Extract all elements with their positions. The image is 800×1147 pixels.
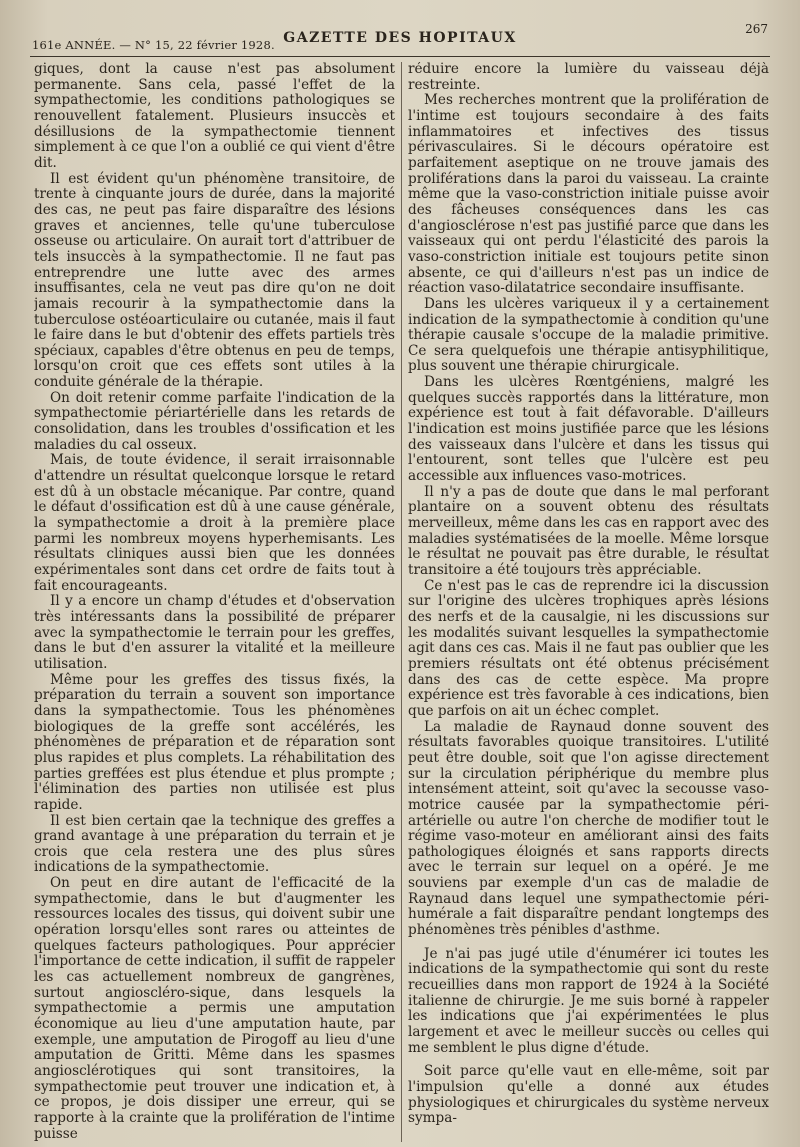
paragraph: Même pour les greffes des tissus fixés, la préparation du terrain a souvent son importance dans la sympathectomie. Tous les phénomènes biologiques de la greffe sont accélérés, les phénomènes de préparation et de réparation sont plus rapides et plus complets. La réhabilitation des parties greffées est plus étendue et plus prompte ; l'élimination des parties non utilisée est plus rapide.	[34, 671, 395, 813]
paragraph: Il n'y a pas de doute que dans le mal perforant plantaire on a souvent obtenu des résultats merveilleux, même dans les cas en rapport avec des maladies systématisées de la moelle. Même lorsque le résultat ne pouvait pas être durable, le résultat transitoire a été toujours très appréciable.	[408, 483, 769, 578]
column-divider	[401, 62, 402, 1142]
paragraph: Il y a encore un champ d'études et d'observation très intéressants dans la possibilité de préparer avec la sympathectomie le terrain pour les greffes, dans le but d'en assurer la vitalité et la meilleure utilisation.	[34, 593, 395, 672]
paragraph: Il est bien certain qae la technique des greffes a grand avantage à une préparation du terrain et je crois que cela restera une des plus sûres indications de la sympathectomie.	[34, 812, 395, 876]
left-column	[34, 62, 395, 1142]
paragraph: giques, dont la cause n'est pas absolument permanente. Sans cela, passé l'effet de la sympathectomie, les conditions pathologiques se renouvellent fatalement. Plusieurs insuccès et désillusions de la sympathectomie tiennent simplement à ce que l'on a oublié ce qui vient d'être dit.	[34, 62, 395, 171]
page-header	[30, 22, 770, 57]
paragraph: On doit retenir comme parfaite l'indication de la sympathectomie périartérielle dans les retards de consolidation, dans les troubles d'ossification et les maladies du cal osseux.	[34, 389, 395, 453]
paragraph: Soit parce qu'elle vaut en elle-même, soit par l'impulsion qu'elle a donné aux études physiologiques et chirurgicales du système nerveux sympa-	[408, 1063, 769, 1127]
paragraph: Mais, de toute évidence, il serait irraisonnable d'attendre un résultat quelconque lorsque le retard est dû à un obstacle mécanique. Par contre, quand le défaut d'ossification est dû à une cause générale, la sympathectomie a droit à la première place parmi les nombreux moyens hyperhemisants. Les résultats cliniques aussi bien que les données expérimentales sont dans cet ordre de faits tout à fait encourageants.	[34, 452, 395, 594]
paragraph: Ce n'est pas le cas de reprendre ici la discussion sur l'origine des ulcères trophiques après lésions des nerfs et de la causalgie, ni les discussions sur les modalités suivant lesquelles la sympathectomie agit dans ces cas. Mais il ne faut pas oublier que les premiers résultats ont été obtenus précisément dans des cas de cette espèce. Ma propre expérience est très favorable à ces indications, bien que parfois on ait un échec complet.	[408, 577, 769, 719]
journal-title: GAZETTE DES HOPITAUX	[283, 30, 517, 46]
paragraph: La maladie de Raynaud donne souvent des résultats favorables quoique transitoires. L'utilité peut être double, soit que l'on agisse directement sur la circulation périphérique du membre plus intensément atteint, soit qu'avec la secousse vaso-motrice causée par la sympathectomie péri-artérielle ou autre l'on cherche de modifier tout le régime vaso-moteur en améliorant ainsi des faits pathologiques éloignés et sans rapports directs avec le terrain sur lequel on a opéré. Je me souviens par exemple d'un cas de maladie de Raynaud dans lequel une sympathectomie péri-humérale a fait disparaître pendant longtemps des phénomènes très pénibles d'asthme.	[408, 718, 769, 939]
paragraph: On peut en dire autant de l'efficacité de la sympathectomie, dans le but d'augmenter les ressources locales des tissus, qui doivent subir une opération lorsqu'elles sont rares ou atteintes de quelques facteurs pathologiques. Pour apprécier l'importance de cette indication, il suffit de rappeler les cas actuellement nombreux de gangrènes, surtout angioscléro-sique, dans lesquels la sympathectomie a permis une amputation économique au lieu d'une amputation haute, par exemple, une amputation de Pirogoff au lieu d'une amputation de Gritti. Même dans les spasmes angiosclérotiques qui sont transitoires, la sympathectomie peut trouver une indication et, à ce propos, je dois dissiper une erreur, qui se rapporte à la crainte que la prolifération de l'intime puisse	[34, 875, 395, 1142]
paragraph: Mes recherches montrent que la prolifération de l'intime est toujours secondaire à des faits inflammatoires et infectives des tissus périvasculaires. Si le décours opératoire est parfaitement aseptique on ne trouve jamais des proliférations dans la paroi du vaisseau. La crainte même que la vaso-constriction initiale puisse avoir des fâcheuses conséquences dans les cas d'angiosclérose n'est pas justifié parce que dans les vaisseaux qui ont perdu l'élasticité des parois la vaso-constriction initiale est toujours petite sinon absente, ce qui d'ailleurs n'est pas un indice de réaction vaso-dilatatrice secondaire insuffisante.	[408, 92, 769, 297]
paragraph: réduire encore la lumière du vaisseau déjà restreinte.	[408, 62, 769, 93]
page-number: 267	[745, 22, 768, 36]
right-column	[408, 62, 769, 1142]
paragraph: Dans les ulcères variqueux il y a certainement indication de la sympathectomie à condition qu'une thérapie causale s'occupe de la maladie primitive. Ce sera quelquefois une thérapie antisyphilitique, plus souvent une thérapie chirurgicale.	[408, 295, 769, 375]
paragraph: Dans les ulcères Rœntgéniens, malgré les quelques succès rapportés dans la littérature, mon expérience est tout à fait défavorable. D'ailleurs l'indication est moins justifiée parce que les lésions des vaisseaux dans l'ulcère et dans les tissus qui l'entourent, sont telles que l'ulcère est peu accessible aux influences vaso-motrices.	[408, 374, 769, 485]
paragraph: Il est évident qu'un phénomène transitoire, de trente à cinquante jours de durée, dans la majorité des cas, ne peut pas faire disparaître des lésions graves et anciennes, telle qu'une tuberculose osseuse ou articulaire. On aurait tort d'attribuer de tels insuccès à la sympathectomie. Il ne faut pas entreprendre une lutte avec des armes insuffisantes, cela ne veut pas dire qu'on ne doit jamais recourir à la sympathectomie dans la tuberculose ostéoarticulaire ou cutanée, mais il faut le faire dans le but d'obtenir des effets partiels très spéciaux, capables d'être obtenus en peu de temps, lorsqu'on croit que ces effets sont utiles à la conduite générale de la thérapie.	[34, 170, 395, 391]
issue-line: 161e ANNÉE. — N° 15, 22 février 1928.	[32, 38, 275, 52]
paragraph: Je n'ai pas jugé utile d'énumérer ici toutes les indications de la sympathectomie qui sont du reste recueillies dans mon rapport de 1924 à la Société italienne de chirurgie. Je me suis borné à rappeler les indications que j'ai expérimentées le plus largement et avec le meilleur succès ou celles qui me semblent le plus digne d'étude.	[408, 945, 769, 1056]
